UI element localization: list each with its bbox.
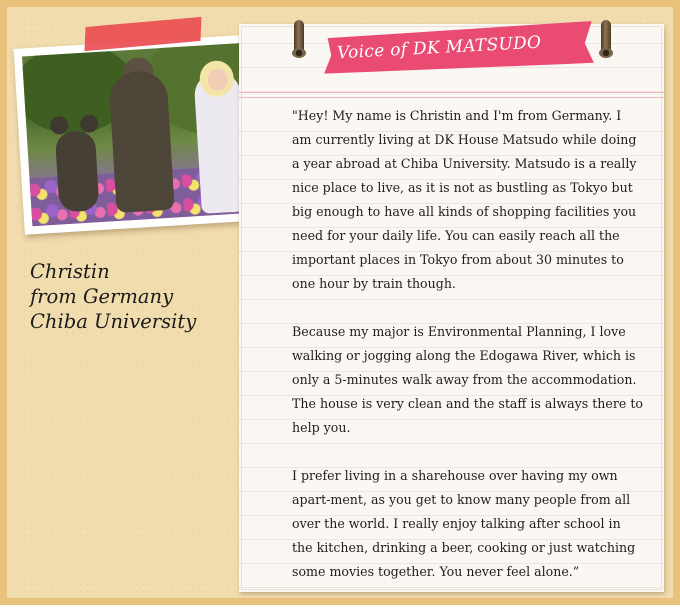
profile-name: Christin: [30, 260, 110, 283]
profile-caption: [30, 259, 196, 334]
testimonial-paragraph: Because my major is Environmental Planning, I love walking or jogging along the Edogawa River, which is only a 5-minutes walk away from the accommodation. The house is very clean and the staff is always there to help you.: [292, 324, 643, 435]
testimonial-paragraph: I prefer living in a sharehouse over having my own apart-ment, as you get to know many people from all over the world. I really enjoy talking after school in the kitchen, drinking a beer, cooking or just watching some movies together. You never feel alone.”: [292, 468, 636, 579]
profile-school: Chiba University: [30, 310, 197, 333]
profile-country: from Germany: [30, 285, 174, 308]
paper-margin-line: [239, 92, 664, 98]
profile-photo: [22, 42, 274, 226]
photo-statue-ear: [80, 114, 99, 133]
photo-mouse-statue: [55, 130, 100, 212]
testimonial-paragraph: "Hey! My name is Christin and I'm from Germany. I am currently living at DK House Matsudo while doing a year abroad at Chiba University. Matsudo is a really nice place to live, as it is not as bustling as Tokyo but big enough to have all kinds of shopping facilities you need for your daily life. You can easily reach all the important places in Tokyo from about 30 minutes to one hour by train though.: [292, 108, 637, 291]
binder-ring-icon: [294, 20, 304, 54]
binder-ring-icon: [601, 20, 611, 54]
photo-man-statue: [108, 70, 174, 213]
testimonial-body: [292, 104, 644, 608]
testimonial-paper: [239, 24, 664, 592]
page-title: Voice of DK MATSUDO: [336, 32, 542, 64]
